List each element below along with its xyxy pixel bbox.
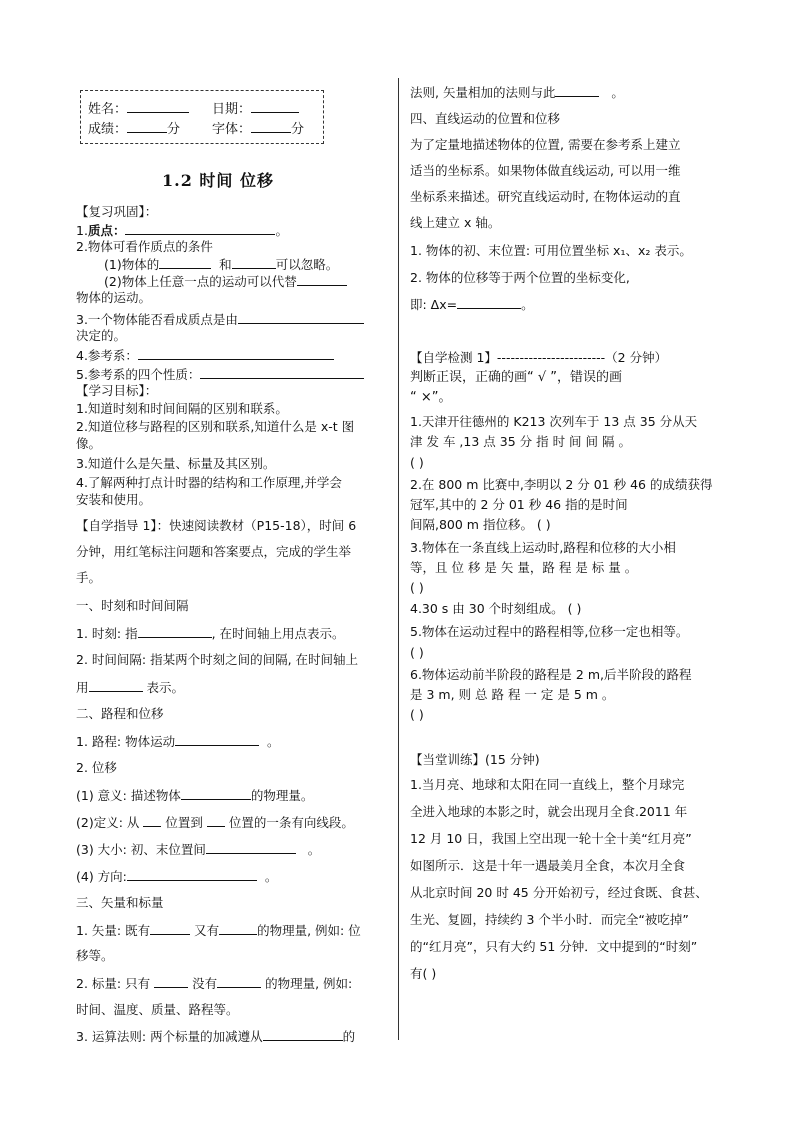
q2-2-blank[interactable] [297,273,347,286]
q2-1-blank-b[interactable] [232,256,276,269]
review-q1: 1.质点： 。 [76,223,288,238]
check-1-cont: 津 发 车 ,13 点 35 分 指 时 间 间 隔 。 [410,434,631,449]
training-header: 【当堂训练】(15 分钟) [410,752,540,767]
s2-item-1: 1. 路程: 物体运动 。 [76,734,280,749]
check-2-answer[interactable]: 间隔,800 m 指位移。 ( ) [410,517,551,532]
r0-blank[interactable] [555,84,599,97]
goal-4: 4.了解两种打点计时器的结构和工作原理,并学会 [76,475,342,490]
check-2-cont: 冠军,其中的 2 分 01 秒 46 指的是时间 [410,497,628,512]
section-4-heading: 四、直线运动的位置和位移 [410,111,561,126]
column-divider [398,78,399,1040]
review-q5: 5.参考系的四个性质： [76,366,364,383]
handwriting-unit: 分 [291,122,305,137]
handwriting-label: 字体： [212,122,252,137]
review-q2-2-cont: 物体的运动。 [76,290,152,305]
q1-blank[interactable] [125,222,275,235]
s1-item-2: 2. 时间间隔: 指某两个时刻之间的间隔, 在时间轴上 [76,652,359,667]
s4-para-3: 坐标系来描述。研究直线运动时, 在物体运动的直 [410,189,681,204]
self-check-instruction: 判断正误，正确的画“ √ ”，错误的画 [410,370,623,385]
s1-item-2-cont: 用 表示。 [76,680,185,695]
training-line-1: 1.当月亮、地球和太阳在同一直线上，整个月球完 [410,777,685,792]
s4-para-1: 为了定量地描述物体的位置, 需要在参考系上建立 [410,137,681,152]
name-blank[interactable] [127,100,189,113]
training-line-7: 的“红月亮”，只有大约 51 分钟．文中提到的“时刻” [410,939,698,954]
check-3: 3.物体在一条直线上运动时,路程和位移的大小相 [410,540,676,555]
name-field[interactable] [88,100,189,118]
s3-2-blank-a[interactable] [154,975,188,988]
check-2: 2.在 800 m 比赛中,李明以 2 分 01 秒 46 的成绩获得 [410,477,713,492]
check-3-answer[interactable]: ( ) [410,580,424,595]
section-3-heading: 三、矢量和标量 [76,895,164,910]
score-blank[interactable] [127,120,167,133]
training-line-6: 生光、复圆，持续约 3 个半小时．而完全“被吃掉” [410,912,689,927]
s4-para-2: 适当的坐标系。如果物体做直线运动, 可以用一维 [410,163,681,178]
goal-3: 3.知道什么是矢量、标量及其区别。 [76,456,276,471]
section-2-heading: 二、路程和位移 [76,706,164,721]
s2-2-2-blank-a[interactable] [143,814,161,827]
q2-1-blank-a[interactable] [159,256,211,269]
goal-1: 1.知道时刻和时间间隔的区别和联系。 [76,401,288,416]
training-line-3: 12 月 10 日，我国上空出现一轮十全十美“红月亮” [410,831,692,846]
s3-1-blank-a[interactable] [150,922,190,935]
s1-1-blank[interactable] [138,625,212,638]
s3-2-blank-b[interactable] [217,975,261,988]
q1-bold-term: 质点： [87,223,126,238]
s3-3-blank[interactable] [263,1028,343,1041]
s1-2-blank[interactable] [89,679,143,692]
self-check-instruction-cont: “ ×”。 [410,390,452,405]
date-field[interactable] [212,100,299,118]
check-4[interactable]: 4.30 s 由 30 个时刻组成。 ( ) [410,601,582,616]
check-6-cont: 是 3 m, 则 总 路 程 一 定 是 5 m 。 [410,687,615,702]
guide-line-3: 手。 [76,570,102,585]
check-1-answer[interactable]: ( ) [410,455,424,470]
s3-1-blank-b[interactable] [219,922,257,935]
review-header: 【复习巩固】： [76,204,158,219]
r-continuation: 法则, 矢量相加的法则与此 。 [410,85,624,100]
q4-blank[interactable] [138,347,334,360]
check-5: 5.物体在运动过程中的路程相等,位移一定也相等。 [410,624,689,639]
training-line-5: 从北京时间 20 时 45 分开始初亏，经过食既、食甚、 [410,885,708,900]
score-label: 成绩： [88,122,128,137]
training-answer[interactable]: 有( ) [410,966,437,981]
review-q4: 4.参考系： [76,347,334,364]
goal-4-cont: 安装和使用。 [76,492,152,507]
s3-item-2: 2. 标量: 只有 没有 的物理量, 例如: [76,976,353,991]
s2-item-2-3: (3) 大小: 初、末位置间 。 [76,842,321,857]
q3-blank[interactable] [238,311,364,324]
review-q3: 3.一个物体能否看成质点是由 [76,311,364,328]
score-unit: 分 [167,122,181,137]
training-line-2: 全进入地球的本影之时，就会出现月全食.2011 年 [410,804,688,819]
s1-item-1: 1. 时刻: 指 , 在时间轴上用点表示。 [76,626,345,641]
s2-1-blank[interactable] [175,733,259,746]
s2-2-1-blank[interactable] [181,787,251,800]
goal-2-cont: 像。 [76,436,102,451]
s3-item-1: 1. 矢量: 既有 又有 的物理量, 例如: 位 [76,923,361,938]
check-5-answer[interactable]: ( ) [410,645,424,660]
date-label: 日期： [212,102,252,117]
check-6: 6.物体运动前半阶段的路程是 2 m,后半阶段的路程 [410,667,692,682]
s2-2-2-blank-b[interactable] [207,814,225,827]
s4-para-4: 线上建立 x 轴。 [410,215,501,230]
s4-item-1: 1. 物体的初、末位置: 可用位置坐标 x₁、x₂ 表示。 [410,243,692,258]
s2-item-2-1: (1) 意义: 描述物体 的物理量。 [76,788,314,803]
check-3-cont: 等，且 位 移 是 矢 量，路 程 是 标 量 。 [410,560,638,575]
q5-blank[interactable] [200,366,364,379]
training-line-4: 如图所示．这是十年一遇最美月全食，本次月全食 [410,858,686,873]
guide-line-1: 【自学指导 1】：快速阅读教材（P15-18），时间 6 [76,518,357,533]
name-label: 姓名： [88,102,128,117]
handwriting-field[interactable] [212,120,304,138]
review-q2: 2.物体可看作质点的条件 [76,239,213,254]
guide-line-2: 分钟，用红笔标注问题和答案要点，完成的学生举 [76,544,352,559]
score-field[interactable] [88,120,180,138]
self-check-header: 【自学检测 1】------------------------（2 分钟） [410,350,668,365]
page-title: 1.2 时间 位移 [162,171,274,190]
review-q2-1: (1)物体的 和 可以忽略。 [104,257,339,272]
s2-item-2: 2. 位移 [76,760,117,775]
s4-item-2: 2. 物体的位移等于两个位置的坐标变化, [410,270,630,285]
goals-header: 【学习目标】： [76,383,158,398]
review-q3-cont: 决定的。 [76,328,127,343]
goal-2: 2.知道位移与路程的区别和联系,知道什么是 x-t 图 [76,419,355,434]
s3-item-3: 3. 运算法则: 两个标量的加减遵从 的 [76,1029,356,1044]
s2-2-3-blank[interactable] [206,841,296,854]
check-1: 1.天津开往德州的 K213 次列车于 13 点 35 分从天 [410,414,698,429]
s4-item-2-cont: 即: Δx= 。 [410,297,534,312]
review-q2-2: (2)物体上任意一点的运动可以代替 [104,273,347,290]
check-6-answer[interactable]: ( ) [410,707,424,722]
s2-item-2-2: (2)定义: 从 位置到 位置的一条有向线段。 [76,815,354,830]
s3-item-2-cont: 时间、温度、质量、路程等。 [76,1002,239,1017]
delta-x-blank[interactable] [457,296,521,309]
s2-item-2-4: (4) 方向: 。 [76,869,278,884]
s3-item-1-cont: 移等。 [76,948,114,963]
section-1-heading: 一、时刻和时间间隔 [76,598,189,613]
handwriting-blank[interactable] [251,120,291,133]
s2-2-4-blank[interactable] [127,868,257,881]
date-blank[interactable] [251,100,299,113]
